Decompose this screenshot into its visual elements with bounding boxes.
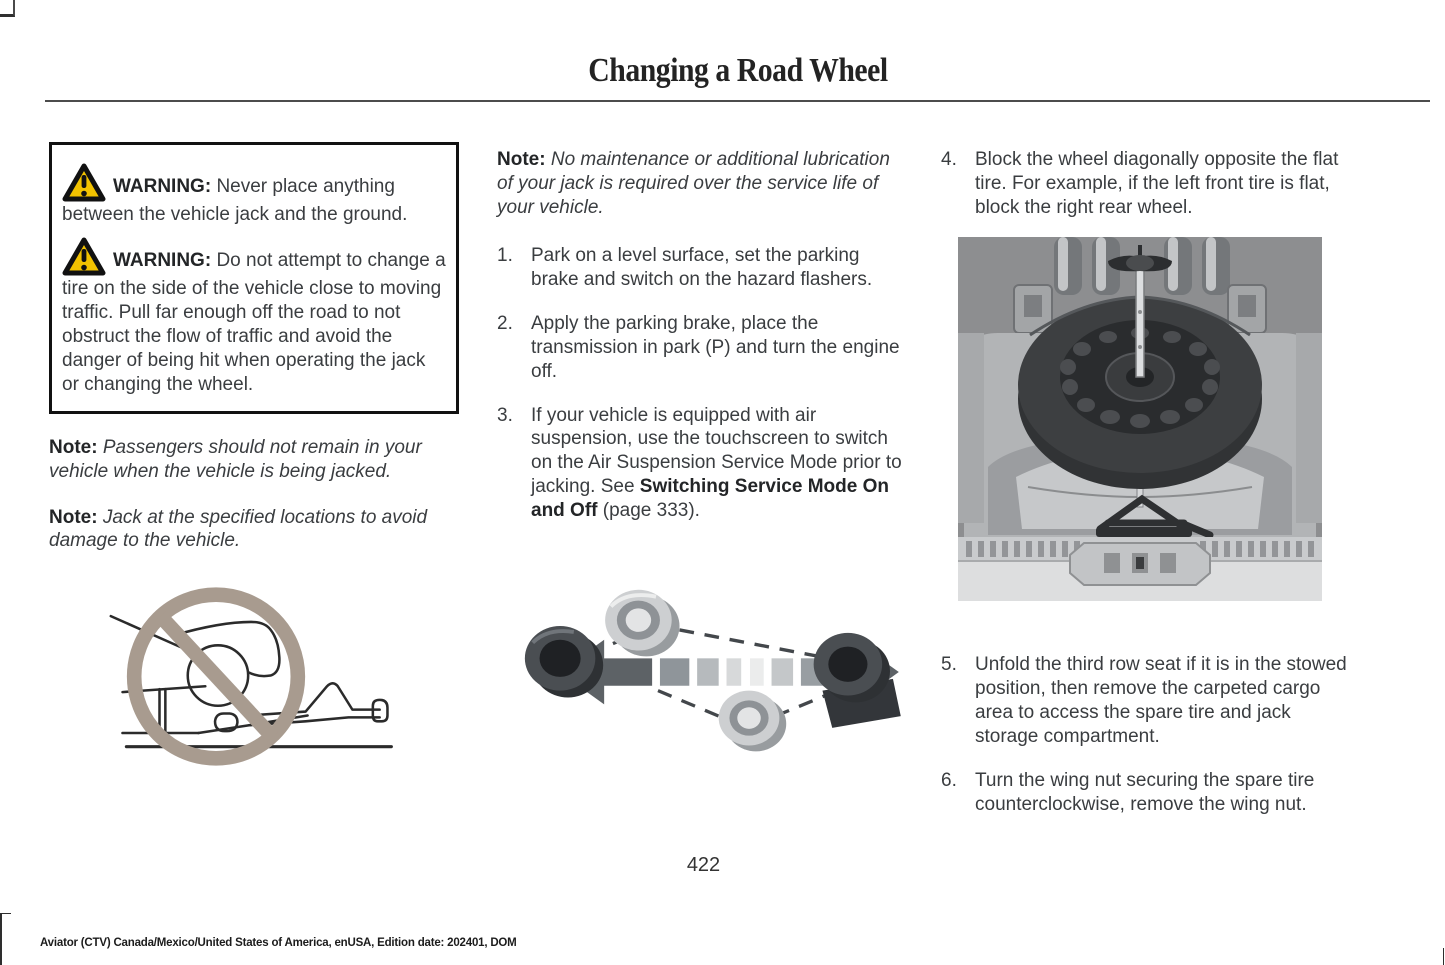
diagonal-wheel-block-illustration xyxy=(503,581,905,767)
step-text xyxy=(531,404,910,524)
step-number: 2. xyxy=(497,312,513,334)
note-item xyxy=(49,436,459,484)
note-item xyxy=(49,506,459,554)
warning-text: Do not attempt to change a tire on the side of the vehicle close to moving traffic. Pull far enough off the road to not obstruct the flow of traffic and avoid the danger of being hit when operating the jack or changing the wheel. xyxy=(62,249,446,395)
step-text-crossref: Switching Service Mode On and Off xyxy=(531,476,889,522)
step-number: 4. xyxy=(941,149,957,170)
warning-triangle-icon xyxy=(62,237,106,277)
step-text-post: (page 333). xyxy=(597,500,700,522)
step-number: 1. xyxy=(497,244,513,266)
note-item xyxy=(497,148,910,220)
page-header xyxy=(45,50,1430,89)
note-text: Passengers should not remain in your vehicle when the vehicle is being jacked. xyxy=(49,436,422,482)
right-column xyxy=(941,148,1353,816)
page-edge-artifact xyxy=(0,913,11,965)
step-item-2 xyxy=(497,312,910,384)
step-text: Apply the parking brake, place the transmission in park (P) and turn the engine off. xyxy=(531,312,900,382)
step-item-4 xyxy=(941,148,1353,220)
step-item-1 xyxy=(497,244,910,292)
note-label: Note: xyxy=(497,149,546,170)
note-label: Note: xyxy=(49,436,98,458)
step-item-5 xyxy=(941,653,1353,749)
page-edge-artifact xyxy=(1443,948,1444,965)
note-text: No maintenance or additional lubrication of your jack is required over the service life of your vehicle. xyxy=(497,149,890,218)
step-text-pre: If your vehicle is equipped with air suspension, use the touchscreen to switch on the Air Suspension Service Mode prior to jacking. See xyxy=(531,404,902,498)
step-item-6 xyxy=(941,769,1353,817)
numbered-steps xyxy=(497,244,910,523)
spare-tire-storage-compartment-photo xyxy=(958,237,1322,601)
footer-edition-line: Aviator (CTV) Canada/Mexico/United States of America, enUSA, Edition date: 202401, DOM xyxy=(40,937,517,949)
step-number: 6. xyxy=(941,769,957,791)
warning-item xyxy=(62,163,446,227)
title-divider xyxy=(45,100,1430,102)
step-number: 5. xyxy=(941,653,957,675)
warning-label: WARNING: xyxy=(113,176,212,197)
step-text: Turn the wing nut securing the spare tire counterclockwise, remove the wing nut. xyxy=(975,769,1315,815)
page-title: Changing a Road Wheel xyxy=(587,50,888,89)
step-text: Unfold the third row seat if it is in the stowed position, then remove the carpeted cargo area to access the spare tire and jack storage compartment. xyxy=(975,653,1347,747)
left-column xyxy=(49,142,459,774)
warning-text: Never place anything between the vehicle jack and the ground. xyxy=(62,176,408,225)
numbered-steps xyxy=(941,653,1353,817)
warning-triangle-icon xyxy=(62,163,106,203)
person-under-vehicle-prohibited-illustration xyxy=(103,579,405,774)
middle-column xyxy=(497,148,910,767)
step-item-3 xyxy=(497,404,910,524)
warning-box xyxy=(49,142,459,414)
page-corner-artifact xyxy=(0,0,15,17)
step-text: Block the wheel diagonally opposite the flat tire. For example, if the left front tire is flat, block the right rear wheel. xyxy=(975,149,1339,218)
note-label: Note: xyxy=(49,506,98,528)
warning-item xyxy=(62,237,446,397)
step-number: 3. xyxy=(497,404,513,426)
page-number: 422 xyxy=(686,854,721,876)
step-text: Park on a level surface, set the parking brake and switch on the hazard flashers. xyxy=(531,244,873,290)
warning-label: WARNING: xyxy=(113,249,212,271)
note-text: Jack at the specified locations to avoid damage to the vehicle. xyxy=(49,506,428,552)
